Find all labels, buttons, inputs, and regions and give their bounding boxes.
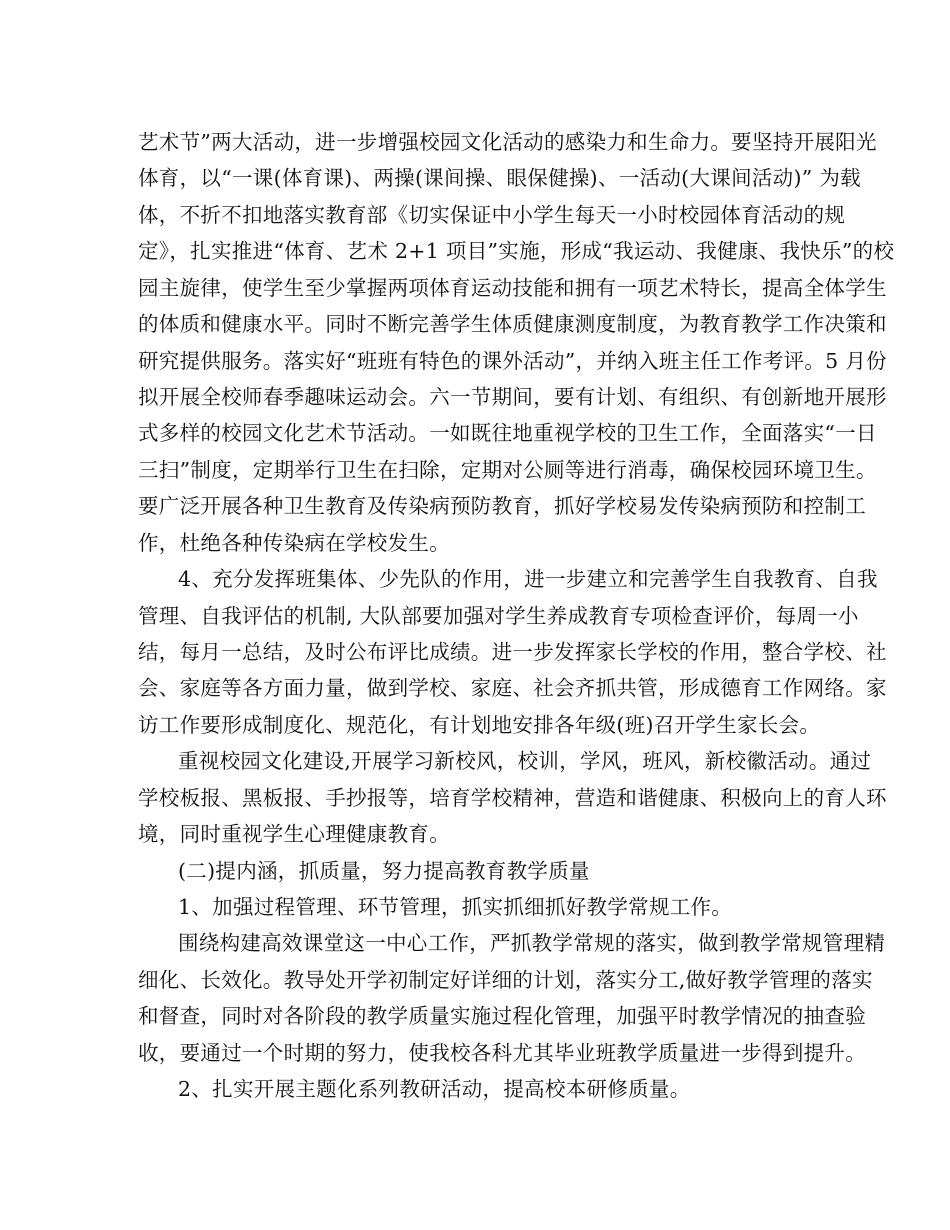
text-line: 研究提供服务。落实好“班班有特色的课外活动”，并纳入班主任工作考评。5 月份 bbox=[138, 349, 887, 373]
text-line: 定》，扎实推进“体育、艺术 2+1 项目”实施，形成“我运动、我健康、我快乐”的校 bbox=[138, 239, 895, 263]
text-line: 4、充分发挥班集体、少先队的作用，进一步建立和完善学生自我教育、自我 bbox=[178, 567, 878, 591]
text-line: 拟开展全校师春季趣味运动会。六一节期间，要有计划、有组织、有创新地开展形 bbox=[138, 385, 887, 409]
text-line: 的体质和健康水平。同时不断完善学生体质健康测度制度，为教育教学工作决策和 bbox=[138, 312, 887, 336]
text-line: 2、扎实开展主题化系列教研活动，提高校本研修质量。 bbox=[178, 1077, 691, 1101]
text-line: 艺术节”两大活动，进一步增强校园文化活动的感染力和生命力。要坚持开展阳光 bbox=[138, 130, 877, 154]
text-line: 要广泛开展各种卫生教育及传染病预防教育，抓好学校易发传染病预防和控制工 bbox=[138, 494, 866, 518]
text-line: 园主旋律，使学生至少掌握两项体育运动技能和拥有一项艺术特长，提高全体学生 bbox=[138, 276, 887, 300]
text-line: 体育，以“一课(体育课)、两操(课间操、眼保健操)、一活动(大课间活动)” 为载 bbox=[138, 166, 861, 190]
text-line: 管理、自我评估的机制, 大队部要加强对学生养成教育专项检查评价，每周一小 bbox=[138, 604, 859, 628]
text-line: 1、加强过程管理、环节管理，抓实抓细抓好教学常规工作。 bbox=[178, 895, 733, 919]
text-line: 和督查，同时对各阶段的教学质量实施过程化管理，加强平时教学情况的抽查验 bbox=[138, 1004, 866, 1028]
text-line: 作，杜绝各种传染病在学校发生。 bbox=[138, 531, 450, 555]
text-line: 结，每月一总结，及时公布评比成绩。进一步发挥家长学校的作用，整合学校、社 bbox=[138, 640, 887, 664]
text-line: 围绕构建高效课堂这一中心工作，严抓教学常规的落实，做到教学常规管理精 bbox=[178, 931, 886, 955]
text-line: 境，同时重视学生心理健康教育。 bbox=[138, 822, 450, 846]
text-line: 三扫”制度，定期举行卫生在扫除，定期对公厕等进行消毒，确保校园环境卫生。 bbox=[138, 458, 877, 482]
text-line: 体，不折不扣地落实教育部《切实保证中小学生每天一小时校园体育活动的规 bbox=[138, 203, 846, 227]
text-line: 访工作要形成制度化、规范化，有计划地安排各年级(班)召开学生家长会。 bbox=[138, 713, 821, 737]
text-line: 收，要通过一个时期的努力，使我校各科尤其毕业班教学质量进一步得到提升。 bbox=[138, 1041, 866, 1065]
text-line: 会、家庭等各方面力量，做到学校、家庭、社会齐抓共管，形成德育工作网络。家 bbox=[138, 676, 887, 700]
text-line: 重视校园文化建设,开展学习新校风，校训，学风，班风，新校徽活动。通过 bbox=[178, 749, 872, 773]
text-line: 式多样的校园文化艺术节活动。一如既往地重视学校的卫生工作，全面落实“一日 bbox=[138, 421, 877, 445]
text-line: 学校板报、黑板报、手抄报等，培育学校精神，营造和谐健康、积极向上的育人环 bbox=[138, 786, 887, 810]
text-line: (二)提内涵，抓质量，努力提高教育教学质量 bbox=[178, 859, 590, 883]
text-line: 细化、长效化。教导处开学初制定好详细的计划，落实分工,做好教学管理的落实 bbox=[138, 968, 873, 992]
